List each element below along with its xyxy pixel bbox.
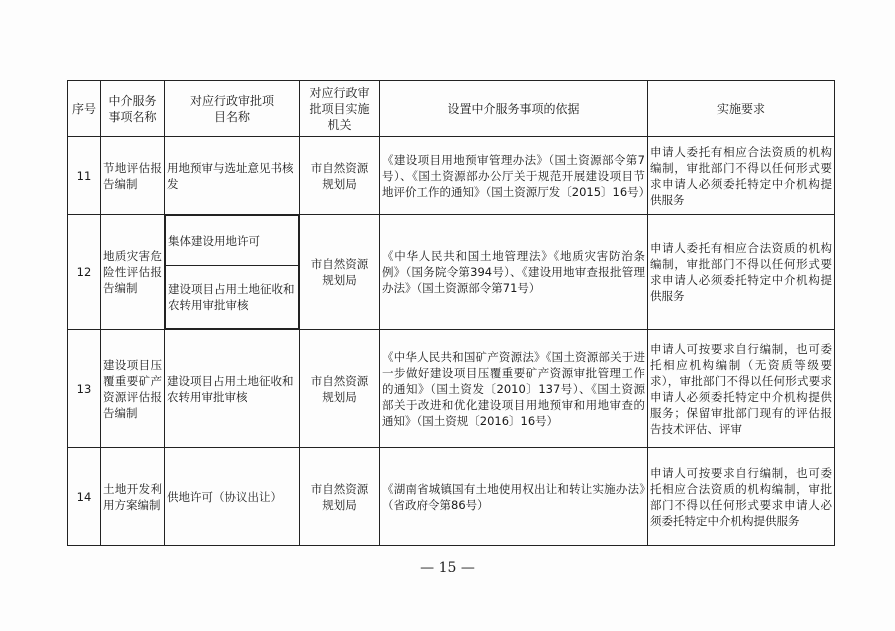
- row-agency: 市自然资源规划局: [300, 330, 380, 448]
- row-basis: 《中华人民共和国矿产资源法》《国土资源部关于进一步做好建设项目压覆重要矿产资源审批管理工作的通知》（国土资发〔2010〕137号）、《国土资源部关于改进和优化建设项目用地预审和用地审查的通知》（国土资规〔2016〕16号）: [380, 330, 648, 448]
- row-approval-second: 建设项目占用土地征收和农转用审批审核: [166, 266, 299, 329]
- row-requirement: 申请人可按要求自行编制，也可委托相应机构编制（无资质等级要求），审批部门不得以任何形式要求申请人必须委托特定中介机构提供服务；保留审批部门现有的评估报告技术评估、评审: [648, 330, 835, 448]
- row-basis: 《中华人民共和国土地管理法》《地质灾害防治条例》（国务院令第394号）、《建设用地审查报批管理办法》（国土资源部令第71号）: [380, 215, 648, 330]
- row-agency: 市自然资源规划局: [300, 215, 380, 330]
- row-service: 节地评估报告编制: [101, 137, 165, 215]
- row-requirement: 申请人委托有相应合法资质的机构编制，审批部门不得以任何形式要求申请人必须委托特定中介机构提供服务: [648, 137, 835, 215]
- row-agency: 市自然资源规划局: [300, 448, 380, 546]
- header-approval: 对应行政审批项目名称: [165, 81, 300, 137]
- row-approval-split: [165, 215, 300, 330]
- table-row: [68, 137, 835, 215]
- row-requirement: 申请人可按要求自行编制，也可委托相应合法资质的机构编制，审批部门不得以任何形式要求申请人必须委托特定中介机构提供服务: [648, 448, 835, 546]
- row-seq: 11: [68, 137, 101, 215]
- row-service: 土地开发利用方案编制: [101, 448, 165, 546]
- table-row: [68, 215, 835, 330]
- row-approval-first: 集体建设用地许可: [166, 216, 299, 266]
- row-requirement: 申请人委托有相应合法资质的机构编制，审批部门不得以任何形式要求申请人必须委托特定中介机构提供服务: [648, 215, 835, 330]
- row-seq: 13: [68, 330, 101, 448]
- header-requirement: 实施要求: [648, 81, 835, 137]
- row-basis: 《建设项目用地预审管理办法》（国土资源部令第7号）、《国土资源部办公厅关于规范开展建设项目节地评价工作的通知》（国土资源厅发〔2015〕16号）: [380, 137, 648, 215]
- header-basis: 设置中介服务事项的依据: [380, 81, 648, 137]
- row-basis: 《湖南省城镇国有土地使用权出让和转让实施办法》（省政府令第86号）: [380, 448, 648, 546]
- row-seq: 12: [68, 215, 101, 330]
- row-approval: 建设项目占用土地征收和农转用审批审核: [165, 330, 300, 448]
- row-agency: 市自然资源规划局: [300, 137, 380, 215]
- row-service: 建设项目压覆重要矿产资源评估报告编制: [101, 330, 165, 448]
- row-seq: 14: [68, 448, 101, 546]
- service-items-table: [67, 80, 835, 546]
- table-header-row: [68, 81, 835, 137]
- row-service: 地质灾害危险性评估报告编制: [101, 215, 165, 330]
- header-service: 中介服务事项名称: [101, 81, 165, 137]
- row-approval: 用地预审与选址意见书核发: [165, 137, 300, 215]
- row-approval: 供地许可（协议出让）: [165, 448, 300, 546]
- page-number: — 15 —: [420, 560, 475, 576]
- header-agency: 对应行政审批项目实施机关: [300, 81, 380, 137]
- table-row: [68, 448, 835, 546]
- header-seq: 序号: [68, 81, 101, 137]
- table-row: [68, 330, 835, 448]
